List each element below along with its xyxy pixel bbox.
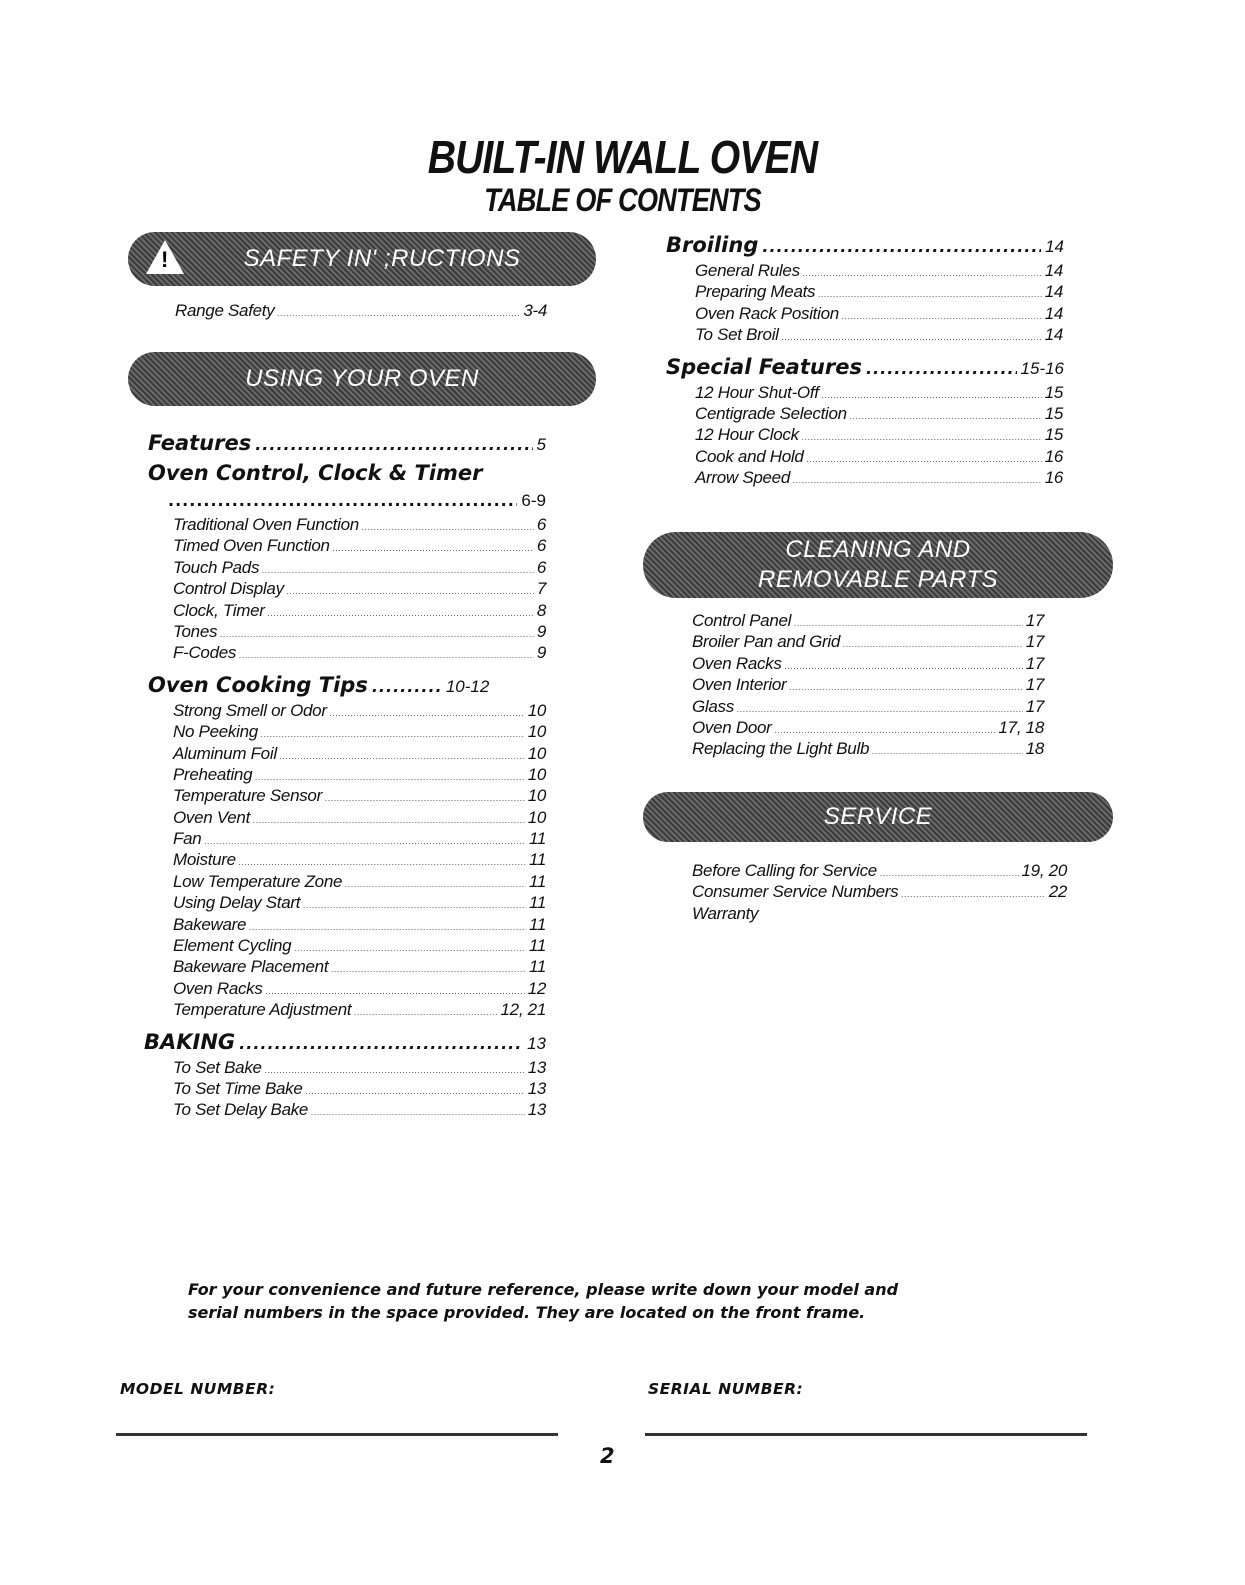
leader-dots: [239, 645, 534, 666]
toc-entry[interactable]: [692, 860, 1067, 881]
toc-entry-label: Oven Rack Position: [695, 303, 839, 323]
leader-dots: [268, 603, 534, 624]
toc-entry-page: 9: [536, 621, 546, 641]
toc-entry-label: Control Panel: [692, 611, 792, 630]
toc-entry[interactable]: [692, 881, 1067, 902]
toc-entry-page: 18: [1025, 739, 1044, 759]
toc-entry-label: Oven Door: [692, 717, 772, 737]
toc-entry-label: Touch Pads: [173, 557, 260, 577]
toc-entry-page: 6: [536, 515, 546, 534]
toc-entry-page: 16: [1044, 468, 1063, 488]
serial-number-label: SERIAL NUMBER:: [648, 1380, 804, 1398]
service-banner: [643, 792, 1113, 842]
toc-entry-label: Oven Racks: [692, 653, 782, 673]
toc-entry[interactable]: [695, 424, 1063, 445]
cleaning-removable-parts-banner: [643, 532, 1113, 598]
toc-entry[interactable]: [173, 1078, 546, 1099]
toc-entry-label: To Set Time Bake: [173, 1078, 303, 1098]
baking-entries: [173, 1057, 546, 1121]
toc-entry[interactable]: [173, 642, 546, 663]
heading-label: BAKING: [144, 1029, 236, 1054]
page-number: 2: [600, 1444, 615, 1468]
leader-dots: [255, 430, 532, 460]
toc-entry[interactable]: [695, 324, 1063, 345]
leader-dots: [802, 427, 1042, 448]
toc-entry-page: 15: [1044, 425, 1063, 445]
notice-line-1: For your convenience and future reference, please write down your model and: [188, 1280, 899, 1299]
toc-entry[interactable]: [692, 674, 1044, 695]
toc-entry-label: Cook and Hold: [695, 446, 804, 466]
cooking-tips-entries: [173, 700, 546, 1021]
toc-entry-label: Using Delay Start: [173, 893, 301, 913]
toc-entry-label: Bakeware: [173, 914, 247, 934]
toc-entry-page: 17: [1025, 675, 1044, 695]
toc-entry[interactable]: [173, 514, 546, 535]
toc-entry-page: 11: [528, 914, 546, 934]
cleaning-entries: [692, 610, 1044, 760]
banner-label-line1: CLEANING AND: [785, 536, 971, 563]
toc-heading-broiling[interactable]: [666, 230, 1064, 260]
toc-entry[interactable]: [173, 600, 546, 621]
toc-entry-label: To Set Bake: [173, 1057, 262, 1077]
toc-entry[interactable]: [692, 717, 1044, 738]
toc-entry-page: 10: [527, 786, 546, 806]
banner-label-line2: REMOVABLE PARTS: [757, 566, 999, 593]
toc-entry-page: 10: [527, 722, 546, 742]
toc-entry[interactable]: [173, 999, 546, 1020]
heading-page: 6-9: [521, 491, 546, 510]
toc-entry[interactable]: [695, 467, 1063, 488]
toc-entry-page: 17: [1025, 653, 1044, 673]
leader-dots: [287, 581, 534, 602]
toc-entry-page: 16: [1044, 446, 1063, 466]
toc-entry-page: 10: [527, 807, 546, 827]
toc-entry-page: 10: [527, 743, 546, 763]
toc-entry-page: 11: [528, 936, 546, 956]
leader-dots: [331, 959, 526, 980]
model-number-field[interactable]: [116, 1433, 558, 1436]
toc-entry[interactable]: [173, 721, 546, 742]
toc-entry[interactable]: [692, 610, 1044, 631]
leader-dots: [303, 895, 526, 916]
toc-heading-cooking-tips[interactable]: [148, 670, 548, 700]
toc-entry[interactable]: [695, 260, 1063, 281]
leader-dots: [807, 449, 1042, 470]
toc-entry-label: Centigrade Selection: [695, 403, 847, 423]
heading-label: Oven Control, Clock & Timer: [148, 461, 483, 485]
toc-entry-label: 12 Hour Clock: [695, 425, 799, 445]
heading-label: Special Features: [666, 354, 862, 379]
leader-dots: [372, 672, 442, 702]
leader-dots: [842, 306, 1042, 327]
toc-entry[interactable]: [695, 382, 1063, 403]
toc-entry-label: Oven Interior: [692, 675, 787, 695]
toc-entry-label: Range Safety: [175, 301, 275, 320]
toc-entry[interactable]: [695, 303, 1063, 324]
toc-entry-label: Strong Smell or Odor: [173, 700, 327, 720]
toc-entry-label: Oven Racks: [173, 978, 263, 998]
toc-heading-special-features[interactable]: [666, 352, 1064, 382]
toc-entry-label: F-Codes: [173, 643, 237, 663]
leader-dots: [782, 327, 1042, 348]
toc-entry-page: 17, 18: [998, 717, 1044, 737]
leader-dots: [866, 354, 1017, 384]
heading-page: 10-12: [445, 676, 490, 696]
toc-heading-features[interactable]: [148, 428, 546, 458]
leader-dots: [239, 1029, 523, 1059]
leader-dots: [253, 810, 525, 831]
toc-entry-page: 7: [536, 579, 546, 599]
toc-entry[interactable]: [173, 1057, 546, 1078]
toc-entry-page: 6: [536, 557, 546, 577]
toc-entry-label: Aluminum Foil: [173, 743, 277, 763]
toc-entry[interactable]: [173, 849, 546, 870]
leader-dots: [901, 884, 1045, 905]
leader-dots: [265, 1060, 525, 1081]
leader-dots: [822, 385, 1042, 406]
toc-entry-label: Bakeware Placement: [173, 957, 329, 977]
leader-dots: [277, 303, 520, 324]
toc-entry-label: Moisture: [173, 850, 236, 870]
toc-entry-page: 11: [528, 829, 546, 849]
banner-label: USING YOUR OVEN: [245, 365, 479, 392]
toc-entry-page: 9: [536, 643, 546, 663]
leader-dots: [330, 703, 525, 724]
toc-entry-label: Consumer Service Numbers: [692, 882, 899, 902]
toc-entry[interactable]: [692, 903, 1067, 924]
toc-entry-label: Fan: [173, 829, 202, 849]
leader-dots: [261, 724, 525, 745]
heading-page: 14: [1045, 237, 1064, 256]
special-features-entries: [695, 382, 1063, 489]
toc-entry-label: Traditional Oven Function: [173, 515, 359, 534]
toc-heading-baking[interactable]: [144, 1027, 546, 1057]
toc-entry-page: 11: [528, 871, 546, 891]
toc-entry[interactable]: [173, 785, 546, 806]
heading-label: Oven Cooking Tips: [148, 672, 368, 697]
broiling-entries: [695, 260, 1063, 346]
safety-instructions-banner: [128, 232, 596, 286]
toc-entry[interactable]: [692, 631, 1044, 652]
toc-entry-label: Warranty: [692, 903, 759, 923]
toc-entry[interactable]: [173, 914, 546, 935]
heading-page: 13: [527, 1033, 546, 1053]
leader-dots: [803, 263, 1042, 284]
toc-entry-label: Element Cycling: [173, 936, 292, 956]
toc-heading-oven-control[interactable]: [148, 458, 546, 488]
leader-dots: [737, 699, 1023, 720]
banner-label: SERVICE: [823, 803, 933, 830]
toc-entry-label: To Set Broil: [695, 325, 779, 345]
toc-entry[interactable]: [173, 871, 546, 892]
toc-entry[interactable]: [695, 403, 1063, 424]
toc-entry[interactable]: [173, 621, 546, 642]
toc-entry[interactable]: [173, 578, 546, 599]
toc-entry[interactable]: [173, 892, 546, 913]
toc-entry-page: 14: [1044, 282, 1063, 302]
leader-dots: [785, 656, 1023, 677]
toc-entry-page: 13: [527, 1057, 546, 1077]
toc-entry[interactable]: [692, 696, 1044, 717]
toc-entry[interactable]: [173, 764, 546, 785]
toc-entry[interactable]: [173, 535, 546, 556]
toc-entry[interactable]: [695, 281, 1063, 302]
toc-entry-label: Temperature Adjustment: [173, 1000, 352, 1020]
leader-dots: [818, 284, 1041, 305]
safety-section-entries: [175, 300, 547, 321]
leader-dots: [762, 232, 1041, 262]
toc-entry[interactable]: [173, 557, 546, 578]
leader-dots: [843, 634, 1023, 655]
toc-entry[interactable]: [173, 807, 546, 828]
toc-entry-label: Before Calling for Service: [692, 861, 877, 880]
toc-entry[interactable]: [695, 446, 1063, 467]
leader-dots: [168, 488, 517, 514]
toc-entry[interactable]: [173, 743, 546, 764]
toc-entry[interactable]: [173, 700, 546, 721]
toc-entry-label: Tones: [173, 621, 218, 641]
using-your-oven-banner: [128, 352, 596, 406]
leader-dots: [354, 1002, 497, 1023]
model-number-label: MODEL NUMBER:: [120, 1380, 276, 1398]
warning-icon: !: [146, 240, 184, 274]
toc-entry-label: Preheating: [173, 764, 253, 784]
toc-entry-label: Timed Oven Function: [173, 536, 330, 556]
leader-dots: [789, 677, 1022, 698]
toc-entry[interactable]: [692, 738, 1044, 759]
toc-entry-page: 6: [536, 536, 546, 556]
toc-entry-page: 14: [1044, 325, 1063, 345]
leader-dots: [850, 406, 1042, 427]
toc-entry-page: 13: [527, 1100, 546, 1120]
toc-entry-label: Oven Vent: [173, 807, 250, 827]
toc-entry-label: To Set Delay Bake: [173, 1100, 309, 1120]
leader-dots: [204, 831, 526, 852]
toc-entry-label: No Peeking: [173, 722, 258, 742]
heading-label: Broiling: [666, 233, 759, 257]
toc-entry-label: Low Temperature Zone: [173, 871, 343, 891]
toc-entry-label: General Rules: [695, 261, 800, 280]
leader-dots: [306, 1081, 525, 1102]
right-contents-column-top: [666, 230, 1064, 489]
toc-entry[interactable]: [173, 978, 546, 999]
toc-entry[interactable]: [692, 653, 1044, 674]
toc-entry-page: 14: [1044, 261, 1063, 280]
toc-entry[interactable]: [175, 300, 547, 321]
toc-entry[interactable]: [173, 828, 546, 849]
toc-entry-page: 22: [1048, 882, 1067, 902]
toc-entry-page: 15: [1044, 403, 1063, 423]
record-numbers-notice: [188, 1278, 1068, 1324]
toc-entry-label: Clock, Timer: [173, 600, 265, 620]
leader-dots: [333, 538, 534, 559]
toc-entry-page: 3-4: [523, 301, 547, 320]
service-entries: [692, 860, 1067, 924]
leader-dots: [793, 470, 1042, 491]
toc-entry-label: Control Display: [173, 579, 284, 599]
toc-entry-page: 10: [527, 764, 546, 784]
leader-dots: [311, 1102, 525, 1123]
toc-entry-page: 17: [1025, 632, 1044, 652]
toc-entry-page: 8: [536, 600, 546, 620]
toc-entry-label: Temperature Sensor: [173, 786, 322, 806]
toc-entry-page: 13: [527, 1078, 546, 1098]
toc-entry-label: Arrow Speed: [695, 468, 790, 488]
document-title: BUILT-IN WALL OVEN: [427, 131, 818, 183]
leader-dots: [325, 788, 525, 809]
banner-label: SAFETY IN' ;RUCTIONS: [243, 245, 521, 272]
notice-line-2: serial numbers in the space provided. They are located on the front frame.: [188, 1303, 866, 1322]
leader-dots: [362, 517, 534, 538]
serial-number-field[interactable]: [645, 1433, 1087, 1436]
toc-entry-label: Broiler Pan and Grid: [692, 632, 841, 652]
heading-page: 5: [536, 435, 546, 454]
toc-heading-oven-control-pages: [148, 488, 546, 514]
toc-entry-label: Replacing the Light Bulb: [692, 739, 870, 759]
toc-entry-label: Glass: [692, 696, 734, 716]
left-contents-column: [144, 428, 546, 1121]
toc-entry-page: 17: [1025, 696, 1044, 716]
toc-entry-page: 17: [1025, 611, 1044, 630]
leader-dots: [220, 624, 534, 645]
leader-dots: [345, 874, 526, 895]
leader-dots: [880, 863, 1019, 884]
toc-entry-label: 12 Hour Shut-Off: [695, 382, 819, 402]
toc-entry-page: 12, 21: [500, 1000, 546, 1020]
toc-entry-page: 11: [528, 957, 546, 977]
toc-entry-label: Preparing Meats: [695, 282, 816, 302]
toc-entry-page: 10: [527, 700, 546, 720]
leader-dots: [872, 741, 1023, 762]
toc-entry[interactable]: [173, 1099, 546, 1120]
toc-entry-page: 11: [528, 850, 546, 870]
toc-entry[interactable]: [173, 935, 546, 956]
document-subtitle: TABLE OF CONTENTS: [484, 182, 761, 218]
toc-entry-page: 12: [527, 978, 546, 998]
oven-control-entries: [173, 514, 546, 664]
heading-label: Features: [148, 431, 252, 455]
toc-entry-page: 19, 20: [1021, 861, 1067, 880]
toc-entry[interactable]: [173, 956, 546, 977]
heading-page: 15-16: [1020, 358, 1064, 378]
leader-dots: [280, 746, 525, 767]
leader-dots: [262, 560, 534, 581]
toc-entry-page: 14: [1044, 303, 1063, 323]
toc-entry-page: 11: [528, 893, 546, 913]
leader-dots: [294, 938, 526, 959]
toc-entry-page: 15: [1044, 382, 1063, 402]
